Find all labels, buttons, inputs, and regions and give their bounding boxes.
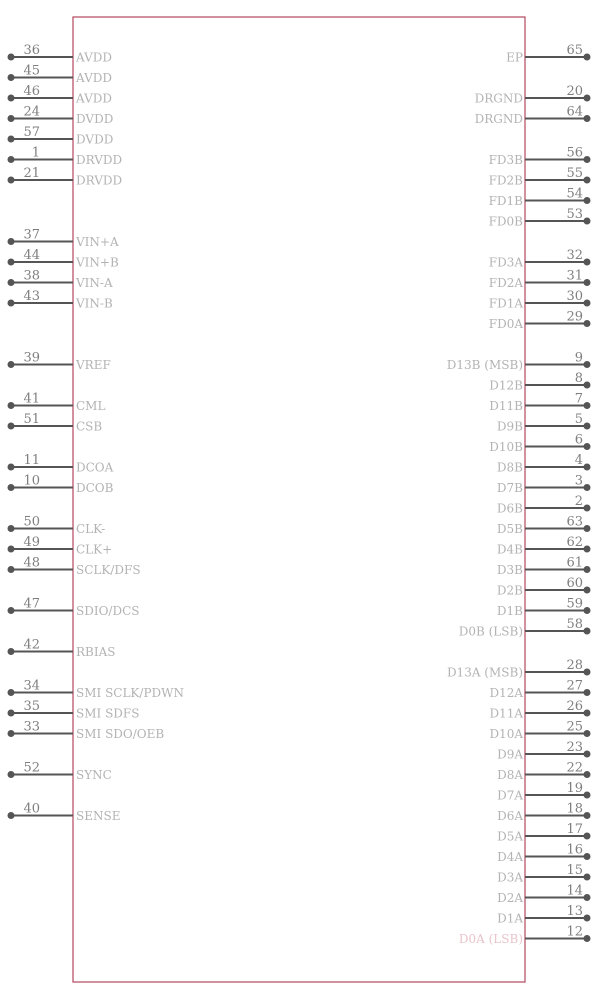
- pin-right-26: [489, 699, 590, 721]
- pin-name-label: D6A: [497, 809, 523, 823]
- pin-number: 34: [23, 678, 40, 694]
- pin-left-1: [8, 146, 123, 168]
- pin-number: 64: [566, 104, 583, 120]
- pin-left-39: [8, 351, 111, 373]
- pin-endpoint-dot: [8, 566, 15, 573]
- pin-endpoint-dot: [584, 587, 591, 594]
- pin-name-label: D7B: [496, 481, 523, 495]
- pin-name-label: DCOB: [76, 481, 114, 495]
- pin-name-label: AVDD: [76, 50, 112, 65]
- pin-right-20: [475, 84, 591, 106]
- pin-name-label: VIN+B: [76, 255, 119, 270]
- pin-number: 3: [574, 473, 583, 489]
- pin-number: 22: [566, 760, 583, 776]
- pin-right-25: [489, 720, 590, 742]
- pin-endpoint-dot: [8, 607, 15, 614]
- pin-endpoint-dot: [584, 300, 591, 307]
- pin-number: 58: [566, 617, 583, 632]
- pin-name-label: D10B: [489, 440, 523, 454]
- pin-endpoint-dot: [8, 279, 15, 286]
- pin-name-label: FD3A: [488, 255, 523, 270]
- pin-endpoint-dot: [8, 156, 15, 163]
- pin-right-63: [497, 515, 591, 537]
- pin-right-7: [489, 392, 590, 414]
- pin-right-4: [497, 453, 591, 475]
- pin-endpoint-dot: [8, 54, 15, 61]
- pin-endpoint-dot: [8, 259, 15, 266]
- pin-endpoint-dot: [584, 566, 591, 573]
- pin-endpoint-dot: [584, 874, 591, 881]
- pin-number: 52: [23, 760, 40, 776]
- pin-name-label: SMI SCLK/PDWN: [76, 686, 184, 700]
- pin-right-19: [497, 781, 590, 803]
- pin-name-label: SCLK/DFS: [76, 563, 141, 577]
- pin-name-label: D11B: [489, 399, 523, 413]
- pin-number: 43: [23, 289, 40, 304]
- pin-left-37: [8, 228, 119, 250]
- pin-name-label: CML: [76, 399, 106, 413]
- pin-endpoint-dot: [8, 115, 15, 122]
- pin-endpoint-dot: [584, 915, 591, 922]
- pin-left-49: [8, 535, 113, 557]
- pin-endpoint-dot: [584, 669, 591, 676]
- pin-right-54: [489, 187, 591, 209]
- pin-endpoint-dot: [584, 771, 591, 778]
- pin-name-label: RBIAS: [76, 645, 116, 659]
- pin-left-45: [8, 64, 112, 86]
- pin-name-label: D3A: [497, 870, 523, 885]
- pin-number: 6: [574, 432, 583, 448]
- pin-right-32: [489, 248, 591, 270]
- pin-number: 27: [566, 678, 583, 694]
- pin-number: 12: [566, 924, 583, 940]
- pin-name-label: D12A: [489, 686, 523, 700]
- pin-right-31: [489, 269, 591, 291]
- pin-number: 11: [23, 453, 40, 468]
- pin-endpoint-dot: [584, 628, 591, 635]
- pin-endpoint-dot: [584, 710, 591, 717]
- pin-endpoint-dot: [584, 505, 591, 512]
- pin-endpoint-dot: [584, 279, 591, 286]
- pin-endpoint-dot: [584, 894, 591, 901]
- pin-endpoint-dot: [8, 74, 15, 81]
- pin-number: 29: [566, 309, 583, 325]
- pin-name-label: SMI SDFS: [76, 706, 140, 721]
- pin-endpoint-dot: [8, 689, 15, 696]
- pin-name-label: VREF: [76, 358, 111, 372]
- pin-endpoint-dot: [584, 218, 591, 225]
- pin-right-30: [489, 289, 591, 311]
- pin-number: 48: [23, 555, 40, 571]
- pin-name-label: D4A: [497, 850, 523, 864]
- pin-name-label: DVDD: [76, 112, 114, 126]
- pin-right-5: [497, 412, 591, 434]
- pin-endpoint-dot: [584, 115, 591, 122]
- pin-right-60: [497, 576, 591, 598]
- pin-endpoint-dot: [584, 95, 591, 102]
- pin-number: 32: [566, 248, 583, 263]
- pin-name-label: D3B: [496, 563, 523, 577]
- pin-right-16: [497, 843, 590, 865]
- pin-number: 55: [566, 166, 583, 181]
- pin-name-label: DRGND: [474, 91, 523, 106]
- pin-number: 16: [566, 842, 583, 858]
- pin-number: 53: [566, 207, 583, 222]
- pin-endpoint-dot: [8, 423, 15, 430]
- pin-endpoint-dot: [584, 751, 591, 758]
- pin-left-48: [8, 556, 141, 578]
- pin-endpoint-dot: [584, 812, 591, 819]
- pin-name-label: D0B (LSB): [458, 624, 523, 639]
- pin-right-17: [497, 822, 590, 844]
- pin-endpoint-dot: [584, 484, 591, 491]
- pin-number: 50: [23, 514, 40, 530]
- pin-number: 8: [574, 371, 583, 386]
- pin-endpoint-dot: [584, 525, 591, 532]
- pin-name-label: D1B: [496, 604, 523, 618]
- pin-name-label: DVDD: [76, 132, 114, 147]
- pin-name-label: EP: [506, 50, 523, 65]
- pin-left-11: [8, 453, 114, 475]
- pin-number: 39: [23, 350, 40, 366]
- pin-endpoint-dot: [8, 464, 15, 471]
- pin-endpoint-dot: [8, 648, 15, 655]
- pin-right-53: [489, 207, 591, 229]
- pin-number: 65: [566, 43, 583, 58]
- pin-number: 20: [566, 84, 583, 99]
- pin-name-label: FD3B: [488, 153, 523, 167]
- pin-number: 17: [566, 822, 583, 837]
- pin-number: 9: [574, 350, 583, 366]
- pin-name-label: DCOA: [76, 460, 114, 475]
- pin-endpoint-dot: [8, 771, 15, 778]
- pin-number: 61: [566, 555, 583, 571]
- pin-endpoint-dot: [8, 300, 15, 307]
- pin-number: 31: [566, 268, 583, 284]
- pin-endpoint-dot: [8, 710, 15, 717]
- pin-number: 13: [566, 904, 583, 919]
- pin-right-62: [497, 535, 591, 557]
- pin-endpoint-dot: [584, 833, 591, 840]
- pin-endpoint-dot: [584, 607, 591, 614]
- pin-left-43: [8, 289, 113, 311]
- pin-left-51: [8, 412, 103, 434]
- pin-endpoint-dot: [8, 812, 15, 819]
- pin-number: 5: [574, 412, 583, 427]
- pin-name-label: CLK-: [76, 522, 106, 536]
- pin-endpoint-dot: [584, 464, 591, 471]
- pin-endpoint-dot: [584, 54, 591, 61]
- pin-right-9: [447, 351, 591, 373]
- pin-endpoint-dot: [584, 361, 591, 368]
- pin-number: 45: [23, 63, 40, 79]
- pin-number: 35: [23, 699, 40, 714]
- pin-name-label: D13B (MSB): [446, 358, 523, 372]
- pin-number: 25: [566, 719, 583, 735]
- pin-right-29: [489, 310, 591, 332]
- pin-number: 59: [566, 596, 583, 612]
- pin-name-label: SENSE: [76, 809, 121, 823]
- pin-name-label: D2A: [497, 891, 523, 905]
- pin-endpoint-dot: [584, 320, 591, 327]
- pin-name-label: D11A: [489, 706, 523, 721]
- pin-left-10: [8, 474, 114, 496]
- pin-name-label: VIN+A: [76, 235, 119, 249]
- pin-name-label: D8B: [496, 460, 523, 475]
- pin-right-65: [506, 43, 590, 65]
- pin-right-18: [497, 802, 590, 824]
- pin-right-23: [497, 740, 590, 762]
- pin-number: 2: [574, 494, 583, 509]
- pin-name-label: D9A: [497, 747, 523, 762]
- pin-left-21: [8, 166, 123, 188]
- pin-name-label: D6B: [496, 501, 523, 516]
- pin-name-label: SMI SDO/OEB: [76, 727, 165, 741]
- pin-name-label: VIN-B: [76, 296, 113, 311]
- pin-name-label: VIN-A: [76, 276, 113, 290]
- pin-endpoint-dot: [584, 689, 591, 696]
- pin-left-33: [8, 720, 165, 742]
- pin-endpoint-dot: [8, 484, 15, 491]
- pin-name-label: CSB: [76, 419, 103, 434]
- pin-number: 54: [566, 186, 583, 202]
- ic-body-outline: [73, 17, 525, 982]
- pin-right-55: [489, 166, 591, 188]
- pin-name-label: D0A (LSB): [458, 932, 523, 946]
- pin-name-label: SYNC: [76, 768, 112, 782]
- right-pin-group: [447, 43, 591, 946]
- pin-number: 30: [566, 289, 583, 304]
- pin-number: 33: [23, 719, 40, 735]
- pin-name-label: FD0A: [488, 317, 523, 331]
- pin-number: 57: [23, 125, 40, 140]
- pin-number: 19: [566, 781, 583, 796]
- pin-endpoint-dot: [8, 136, 15, 143]
- pin-number: 18: [566, 801, 583, 817]
- pin-right-6: [489, 433, 590, 455]
- pin-number: 38: [23, 268, 40, 284]
- pin-name-label: D1A: [497, 911, 523, 926]
- pin-right-14: [497, 884, 590, 906]
- pin-number: 37: [23, 227, 40, 243]
- pin-right-13: [497, 904, 590, 926]
- pin-number: 46: [23, 84, 40, 99]
- pin-left-44: [8, 248, 119, 270]
- pin-number: 51: [23, 412, 40, 427]
- pin-endpoint-dot: [8, 402, 15, 409]
- pin-right-15: [497, 863, 590, 885]
- pin-endpoint-dot: [8, 546, 15, 553]
- pin-name-label: CLK+: [76, 542, 113, 557]
- pin-number: 28: [566, 658, 583, 673]
- pin-number: 56: [566, 145, 583, 161]
- pin-endpoint-dot: [584, 546, 591, 553]
- pin-right-56: [489, 146, 591, 168]
- pin-name-label: D5A: [497, 829, 523, 844]
- pin-number: 44: [23, 248, 40, 263]
- pin-right-8: [489, 371, 590, 393]
- pin-right-2: [497, 494, 591, 516]
- pin-endpoint-dot: [8, 525, 15, 532]
- pin-name-label: FD2B: [488, 173, 523, 188]
- pin-left-36: [8, 43, 112, 65]
- pin-number: 60: [566, 576, 583, 591]
- pin-number: 14: [566, 883, 583, 899]
- pin-name-label: D7A: [497, 788, 523, 803]
- pin-endpoint-dot: [584, 423, 591, 430]
- pin-endpoint-dot: [8, 238, 15, 245]
- pin-left-46: [8, 84, 112, 106]
- pin-number: 15: [566, 863, 583, 878]
- pin-name-label: D2B: [496, 583, 523, 598]
- pin-endpoint-dot: [584, 177, 591, 184]
- pin-endpoint-dot: [584, 730, 591, 737]
- pin-number: 10: [23, 473, 40, 489]
- pin-endpoint-dot: [584, 402, 591, 409]
- pin-endpoint-dot: [8, 177, 15, 184]
- pin-left-42: [8, 638, 116, 660]
- pin-left-52: [8, 761, 112, 783]
- pin-number: 62: [566, 535, 583, 550]
- pin-number: 23: [566, 740, 583, 755]
- pin-left-57: [8, 125, 114, 147]
- pin-right-59: [497, 597, 591, 619]
- pin-left-50: [8, 515, 106, 537]
- pin-name-label: FD1A: [488, 296, 523, 311]
- pin-left-34: [8, 679, 184, 701]
- pin-name-label: AVDD: [76, 91, 112, 106]
- pin-name-label: D10A: [489, 727, 523, 741]
- left-pin-group: [8, 43, 184, 823]
- pin-name-label: D4B: [496, 542, 523, 557]
- pin-endpoint-dot: [584, 197, 591, 204]
- pin-endpoint-dot: [584, 935, 591, 942]
- pin-number: 63: [566, 514, 583, 530]
- pin-number: 1: [31, 145, 40, 161]
- pin-left-40: [8, 802, 121, 824]
- pin-right-61: [497, 556, 591, 578]
- pin-name-label: AVDD: [76, 71, 112, 85]
- pin-name-label: D9B: [496, 419, 523, 434]
- pin-name-label: DRVDD: [76, 173, 123, 188]
- pin-name-label: DRVDD: [76, 153, 123, 167]
- pin-number: 7: [574, 391, 583, 407]
- pin-endpoint-dot: [584, 156, 591, 163]
- pin-endpoint-dot: [584, 259, 591, 266]
- pin-number: 36: [23, 43, 40, 58]
- pin-left-41: [8, 392, 106, 414]
- pin-name-label: D8A: [497, 768, 523, 782]
- pin-right-22: [497, 761, 590, 783]
- pin-endpoint-dot: [584, 853, 591, 860]
- pin-number: 26: [566, 699, 583, 714]
- pin-name-label: D12B: [489, 378, 523, 393]
- pin-left-38: [8, 269, 113, 291]
- pin-endpoint-dot: [8, 730, 15, 737]
- pin-name-label: FD1B: [488, 194, 523, 208]
- pin-name-label: FD0B: [488, 214, 523, 229]
- pin-number: 4: [574, 453, 583, 468]
- pin-left-24: [8, 105, 114, 127]
- pin-endpoint-dot: [8, 95, 15, 102]
- pin-name-label: FD2A: [488, 276, 523, 290]
- pin-right-3: [497, 474, 591, 496]
- pin-number: 24: [23, 104, 40, 120]
- pin-right-28: [447, 658, 591, 680]
- pin-number: 42: [23, 637, 40, 653]
- pin-name-label: SDIO/DCS: [76, 604, 140, 618]
- pin-endpoint-dot: [8, 361, 15, 368]
- pin-number: 21: [23, 166, 40, 181]
- pin-endpoint-dot: [584, 443, 591, 450]
- pin-number: 49: [23, 535, 40, 550]
- pin-endpoint-dot: [584, 792, 591, 799]
- pin-right-64: [475, 105, 591, 127]
- pin-name-label: DRGND: [474, 112, 523, 126]
- pin-endpoint-dot: [584, 382, 591, 389]
- pin-number: 40: [23, 801, 40, 817]
- pin-name-label: D5B: [496, 522, 523, 536]
- pin-right-27: [489, 679, 590, 701]
- pin-number: 41: [23, 391, 40, 407]
- pin-name-label: D13A (MSB): [446, 665, 523, 680]
- pin-number: 47: [23, 596, 40, 612]
